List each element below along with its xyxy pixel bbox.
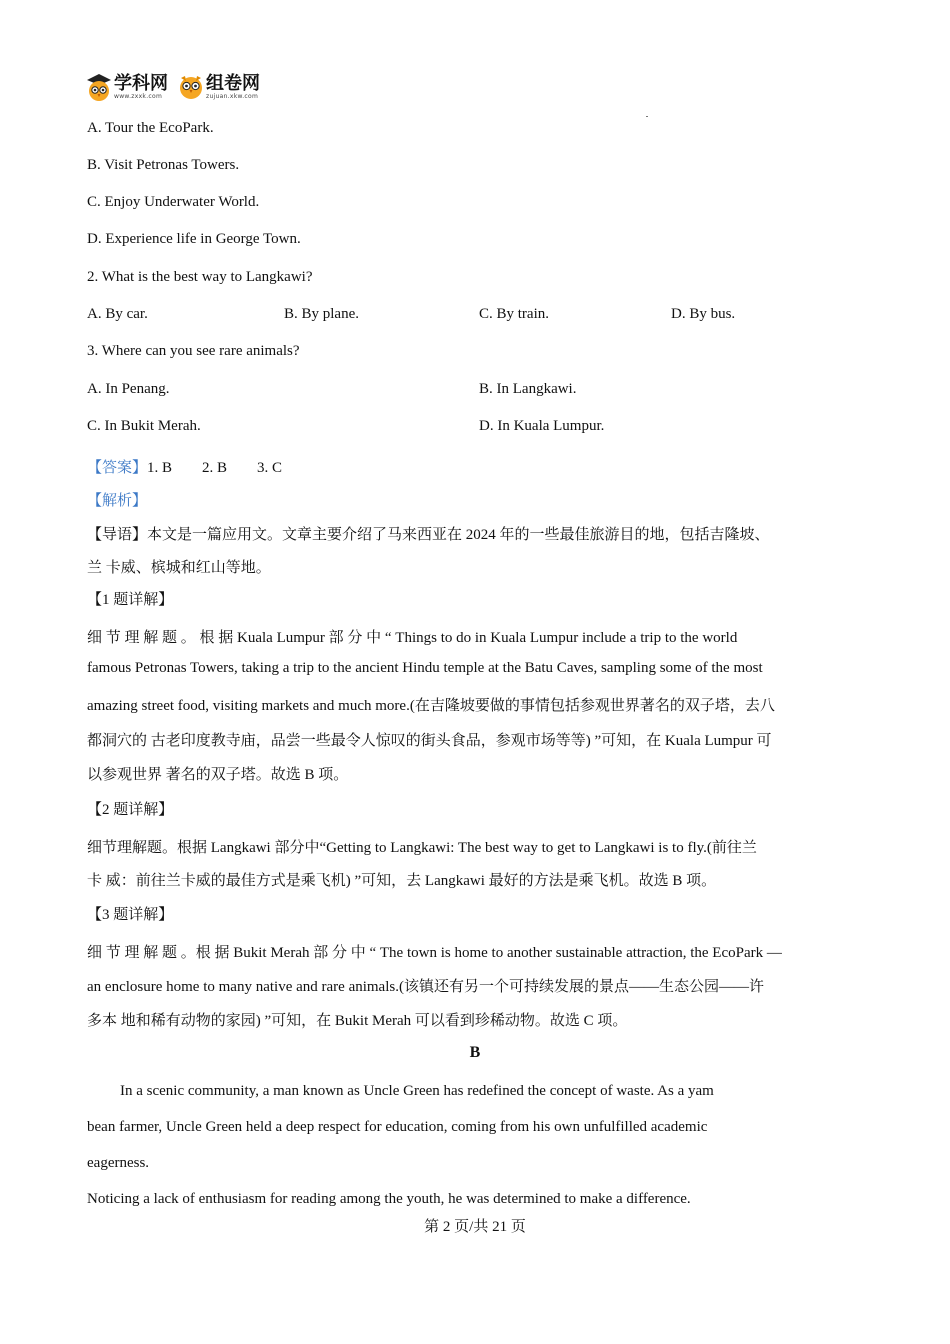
detail1-line-2: famous Petronas Towers, taking a trip to the ancient Hindu temple at the Batu Caves, sampling some of the most bbox=[87, 660, 763, 676]
detail1-line-3: amazing street food, visiting markets and much more.(在吉隆坡要做的事情包括参观世界著名的双子塔，去八 bbox=[87, 698, 775, 714]
answer-1: 1. B bbox=[147, 460, 173, 476]
zujuan-logo-text: 组卷网 bbox=[206, 72, 260, 94]
detail2-line-1: 细节理解题。根据 Langkawi 部分中“Getting to Langkawi: The best way to get to Langkawi is to fly.(前往兰 bbox=[87, 840, 757, 856]
guide-line-1: 【导语】本文是一篇应用文。文章主要介绍了马来西亚在 2024 年的一些最佳旅游目的地，包括吉隆坡、 bbox=[87, 527, 770, 543]
answer-label: 【答案】 bbox=[87, 460, 148, 476]
q2-question: 2. What is the best way to Langkawi? bbox=[87, 269, 313, 285]
detail3-title: 【3 题详解】 bbox=[87, 907, 174, 923]
page-number: 第 2 页/共 21 页 bbox=[424, 1219, 526, 1235]
detail1-line-1: 细 节 理 解 题 。 根 据 Kuala Lumpur 部 分 中 “ Things to do in Kuala Lumpur include a trip to the world bbox=[87, 630, 738, 646]
zxxk-logo-text: 学科网 bbox=[114, 72, 168, 94]
owl-icon bbox=[178, 73, 204, 101]
answer-2: 2. B bbox=[202, 460, 228, 476]
q2-option-c: C. By train. bbox=[479, 306, 549, 322]
q2-option-b: B. By plane. bbox=[284, 306, 359, 322]
section-b-heading: B bbox=[469, 1044, 481, 1061]
detail2-title: 【2 题详解】 bbox=[87, 802, 174, 818]
q2-option-a: A. By car. bbox=[87, 306, 148, 322]
stray-mark bbox=[646, 116, 648, 117]
q1-option-a: A. Tour the EcoPark. bbox=[87, 120, 214, 136]
detail1-line-5: 以参观世界 著名的双子塔。故选 B 项。 bbox=[87, 767, 349, 783]
passage-line-1: In a scenic community, a man known as Uncle Green has redefined the concept of waste. As a yam bbox=[120, 1083, 714, 1099]
detail1-line-4: 都洞穴的 古老印度教寺庙，品尝一些最令人惊叹的街头食品，参观市场等等) ”可知，在 Kuala Lumpur 可 bbox=[87, 733, 772, 749]
zujuan-logo bbox=[178, 73, 260, 101]
passage-line-4: Noticing a lack of enthusiasm for reading among the youth, he was determined to make a difference. bbox=[87, 1191, 691, 1207]
answer-3: 3. C bbox=[257, 460, 283, 476]
q1-option-b: B. Visit Petronas Towers. bbox=[87, 157, 240, 173]
q1-option-c: C. Enjoy Underwater World. bbox=[87, 194, 260, 210]
detail1-title: 【1 题详解】 bbox=[87, 592, 174, 608]
q3-option-b: B. In Langkawi. bbox=[479, 381, 577, 397]
answer-line bbox=[87, 456, 282, 477]
analysis-label: 【解析】 bbox=[87, 493, 148, 509]
header-logos bbox=[86, 70, 260, 104]
guide-line-2: 兰 卡威、槟城和红山等地。 bbox=[87, 560, 271, 576]
detail3-line-3: 多本 地和稀有动物的家园) ”可知，在 Bukit Merah 可以看到珍稀动物。故选 C 项。 bbox=[87, 1013, 628, 1029]
zxxk-logo-url: www.zxxk.com bbox=[114, 92, 163, 100]
q3-option-d: D. In Kuala Lumpur. bbox=[479, 418, 605, 434]
passage-line-3: eagerness. bbox=[87, 1155, 150, 1171]
passage-line-2: bean farmer, Uncle Green held a deep respect for education, coming from his own unfulfilled academic bbox=[87, 1119, 708, 1135]
q3-question: 3. Where can you see rare animals? bbox=[87, 343, 300, 359]
zujuan-logo-url: zujuan.xkw.com bbox=[206, 92, 259, 100]
owl-scholar-icon bbox=[86, 72, 112, 102]
detail3-line-1: 细 节 理 解 题 。根 据 Bukit Merah 部 分 中 “ The town is home to another sustainable attraction, the EcoPark — bbox=[87, 945, 782, 961]
zxxk-logo bbox=[86, 72, 168, 102]
q2-option-d: D. By bus. bbox=[671, 306, 736, 322]
detail3-line-2: an enclosure home to many native and rare animals.(该镇还有另一个可持续发展的景点——生态公园——许 bbox=[87, 979, 764, 995]
q3-option-c: C. In Bukit Merah. bbox=[87, 418, 201, 434]
q1-option-d: D. Experience life in George Town. bbox=[87, 231, 301, 247]
detail2-line-2: 卡 威：前往兰卡威的最佳方式是乘飞机) ”可知，去 Langkawi 最好的方法是乘飞机。故选 B 项。 bbox=[87, 873, 717, 889]
q3-option-a: A. In Penang. bbox=[87, 381, 170, 397]
